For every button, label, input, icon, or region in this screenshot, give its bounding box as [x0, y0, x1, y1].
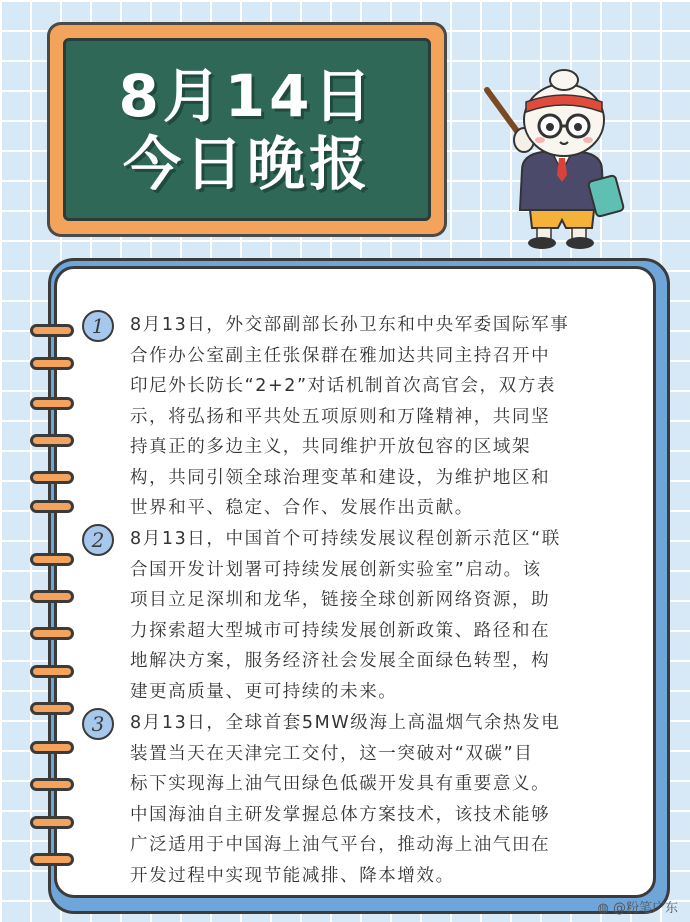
item-number-badge: 2 [82, 524, 114, 556]
binder-ring [30, 357, 74, 370]
weibo-icon: ◍ [597, 901, 613, 916]
news-item [82, 310, 622, 524]
watermark-text: @粉笔广东 [612, 901, 678, 916]
binder-ring [30, 471, 74, 484]
binder-ring [30, 778, 74, 791]
binder-ring [30, 590, 74, 603]
binder-ring [30, 816, 74, 829]
news-text: 8月13日，全球首套5MW级海上高温烟气余热发电 装置当天在天津完工交付，这一突破对“双碳”目 标下实现海上油气田绿色低碳开发具有重要意义。 中国海油自主研发掌握总体方案技术，该技术能够 广泛适用于中国海上油气平台，推动海上油气田在 开发过程中实现节能减排、降本增效。 [130, 713, 561, 886]
news-text: 8月13日，外交部副部长孙卫东和中央军委国际军事 合作办公室副主任张保群在雅加达共同主持召开中 印尼外长防长“2+2”对话机制首次高官会，双方表 示，将弘扬和平共处五项原则和万隆精神，共同坚 持真正的多边主义，共同维护开放包容的区域架 构，共同引领全球治理变革和建设，为维护地区和 世界和平、稳定、合作、发展作出贡献。 [130, 315, 570, 518]
title-text: 今日晚报 [122, 129, 371, 198]
item-number-badge: 1 [82, 310, 114, 342]
binder-ring [30, 553, 74, 566]
news-item [82, 524, 622, 707]
mascot-icon [482, 60, 632, 250]
binder-ring [30, 500, 74, 513]
watermark [598, 897, 679, 916]
news-text: 8月13日，中国首个可持续发展议程创新示范区“联 合国开发计划署可持续发展创新实验室”启动。该 项目立足深圳和龙华，链接全球创新网络资源，助 力探索超大型城市可持续发展创新政策、路径和在 地解决方案，服务经济社会发展全面绿色转型，构 建更高质量、更可持续的未来。 [130, 529, 561, 702]
binder-ring [30, 702, 74, 715]
news-item [82, 708, 622, 891]
binder-ring [30, 741, 74, 754]
binder-ring [30, 627, 74, 640]
title-date: 8月14日 [118, 61, 376, 130]
binder-ring [30, 324, 74, 337]
chalkboard [63, 38, 431, 221]
binder-ring [30, 665, 74, 678]
binder-ring [30, 397, 74, 410]
binder-ring [30, 853, 74, 866]
binder-ring [30, 434, 74, 447]
item-number-badge: 3 [82, 708, 114, 740]
title-board [47, 22, 447, 237]
